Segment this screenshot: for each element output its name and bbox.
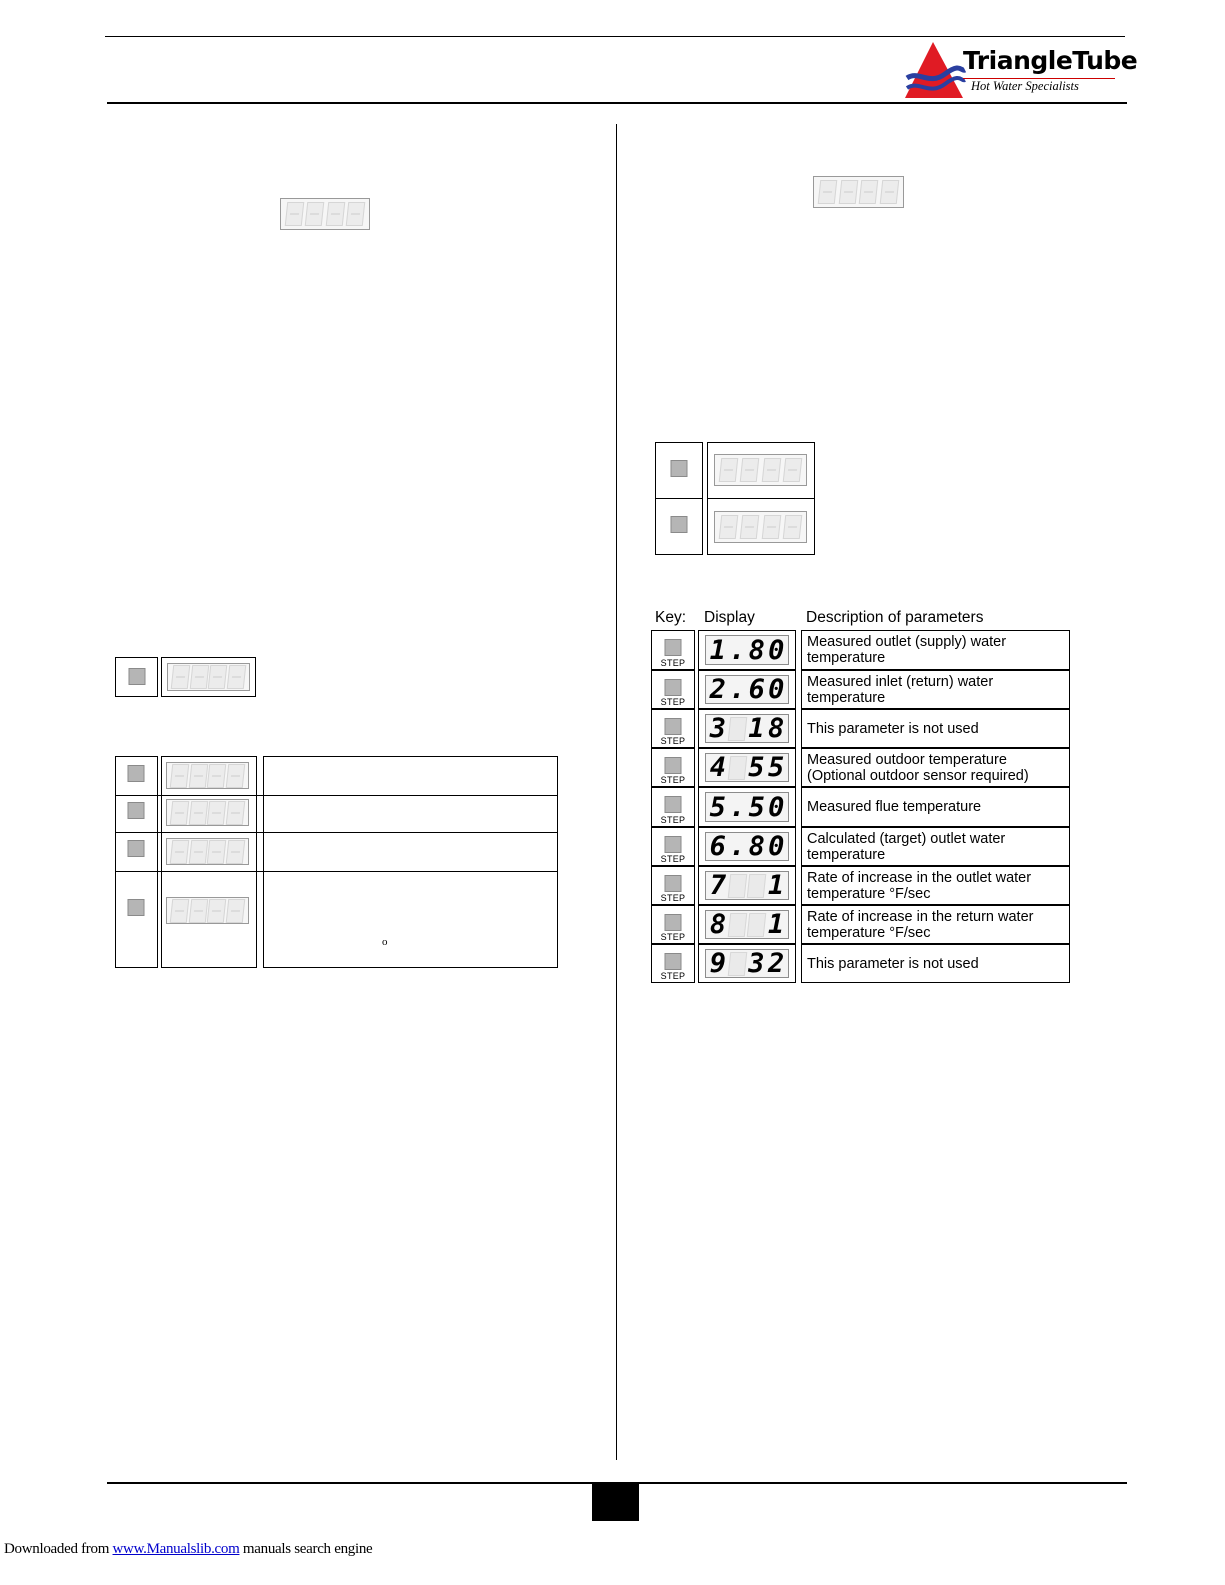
param-key-cell [651, 670, 695, 709]
param-description: Measured outdoor temperature (Optional outdoor sensor required) [807, 752, 1029, 784]
display-digit [727, 756, 747, 780]
left-display-2 [166, 799, 249, 826]
display-digit: 0 [768, 831, 785, 862]
param-display [705, 910, 789, 939]
display-digit: 5 [748, 752, 765, 783]
display-digit: . [729, 791, 746, 823]
param-display-cell [698, 748, 796, 787]
param-display-cell [698, 787, 796, 827]
param-description: Measured inlet (return) water temperature [807, 674, 994, 706]
param-key-cell [651, 709, 695, 748]
display-digit: 8 [748, 634, 765, 666]
right-display-2 [714, 511, 807, 543]
param-display-cell [698, 670, 796, 709]
header-description: Description of parameters [806, 609, 984, 626]
display-digit: 8 [767, 713, 785, 744]
left-table-desc-col [263, 756, 558, 968]
display-digit [747, 913, 767, 937]
step-label: STEP [660, 893, 686, 903]
column-divider [616, 124, 617, 1460]
two-row-key-divider [655, 498, 703, 499]
step-button[interactable] [665, 914, 682, 931]
display-digit: 5 [748, 791, 765, 823]
display-digit: 0 [768, 674, 785, 705]
param-desc-cell [801, 827, 1070, 866]
left-table-key-col [115, 756, 158, 968]
param-display-cell [698, 866, 796, 905]
param-display [705, 635, 789, 665]
param-desc-cell [801, 944, 1070, 983]
step-label: STEP [660, 971, 686, 981]
display-digit: 6 [748, 674, 765, 705]
two-row-display-divider [707, 498, 815, 499]
step-button[interactable] [665, 718, 682, 735]
display-digit: 8 [748, 831, 765, 862]
param-key-cell [651, 787, 695, 827]
param-key-cell [651, 748, 695, 787]
display-digit: 1 [709, 634, 726, 666]
display-digit: 8 [709, 909, 727, 940]
brand-tagline: Hot Water Specialists [971, 79, 1079, 93]
param-description: This parameter is not used [807, 721, 979, 737]
display-digit: 6 [709, 831, 726, 862]
param-key-cell [651, 866, 695, 905]
step-button[interactable] [665, 679, 682, 696]
header-key: Key: [655, 609, 687, 626]
blank-display-3 [813, 176, 904, 208]
param-desc-cell [801, 866, 1070, 905]
param-display-cell [698, 827, 796, 866]
display-digit: . [729, 634, 746, 666]
param-description: This parameter is not used [807, 956, 979, 972]
param-key-cell [651, 905, 695, 944]
param-description: Measured flue temperature [807, 799, 982, 815]
param-display-cell [698, 630, 796, 670]
download-note [4, 1541, 372, 1558]
param-desc-cell [801, 630, 1070, 670]
left-display-1 [166, 762, 249, 789]
display-digit: 9 [709, 948, 726, 979]
param-display [705, 792, 789, 822]
right-key-1[interactable] [671, 460, 688, 477]
display-digit: 1 [748, 713, 765, 744]
degree-symbol: o [382, 936, 388, 948]
display-digit: 5 [767, 752, 785, 783]
display-digit: 1 [767, 909, 785, 940]
param-display [705, 753, 789, 782]
param-display [705, 675, 789, 704]
param-key-cell [651, 944, 695, 983]
step-button[interactable] [665, 875, 682, 892]
brand-name: TriangleTube [963, 46, 1138, 75]
download-prefix: Downloaded from [4, 1541, 113, 1557]
step-label: STEP [660, 815, 686, 825]
param-desc-cell [801, 748, 1070, 787]
display-digit: 5 [709, 791, 726, 823]
param-display-cell [698, 709, 796, 748]
page-number-tab [592, 1484, 639, 1521]
param-display [705, 871, 789, 900]
right-display-1 [714, 454, 807, 486]
display-digit: 2 [709, 674, 726, 705]
step-button[interactable] [665, 796, 682, 813]
step-label: STEP [660, 658, 686, 668]
display-digit: 7 [709, 870, 727, 901]
step-label: STEP [660, 697, 686, 707]
param-display [705, 714, 789, 743]
display-digit [728, 874, 748, 898]
step-label: STEP [660, 854, 686, 864]
blank-display-1 [280, 198, 370, 230]
display-digit: . [729, 831, 746, 862]
display-digit [747, 874, 767, 898]
display-digit: 4 [709, 752, 726, 783]
param-description: Measured outlet (supply) water temperature [807, 634, 1007, 666]
left-display-4 [166, 897, 249, 924]
display-digit [727, 717, 747, 741]
left-key-1[interactable] [128, 765, 145, 782]
step-button[interactable] [665, 639, 682, 656]
left-table-row-line [115, 795, 558, 796]
step-button[interactable] [665, 953, 682, 970]
manualslib-link[interactable]: www.Manualslib.com [112, 1541, 240, 1557]
param-description: Calculated (target) outlet water temperature [807, 831, 1006, 863]
display-digit: 3 [748, 948, 765, 979]
left-key-3[interactable] [128, 840, 145, 857]
param-display [705, 949, 789, 978]
left-key-2[interactable] [128, 802, 145, 819]
param-desc-cell [801, 670, 1070, 709]
display-digit: . [729, 674, 746, 705]
display-digit: 2 [767, 948, 785, 979]
header-display: Display [704, 609, 755, 626]
param-desc-cell [801, 709, 1070, 748]
blank-display-2 [167, 663, 250, 691]
param-desc-cell [801, 905, 1070, 944]
left-table-row-line [115, 871, 558, 872]
download-suffix: manuals search engine [239, 1541, 373, 1557]
triangle-logo-icon [905, 42, 967, 100]
step-label: STEP [660, 775, 686, 785]
key-button-box [115, 657, 158, 697]
display-digit: 0 [768, 791, 785, 823]
left-table-row-line [115, 832, 558, 833]
param-display [705, 832, 789, 861]
param-desc-cell [801, 787, 1070, 827]
display-box [161, 657, 256, 697]
param-display-cell [698, 944, 796, 983]
param-key-cell [651, 827, 695, 866]
param-description: Rate of increase in the outlet water temperature °F/sec [807, 870, 1032, 902]
left-key-4[interactable] [128, 899, 145, 916]
top-rule-thin [105, 36, 1125, 37]
display-digit: 0 [768, 634, 785, 666]
display-digit [728, 913, 748, 937]
left-display-3 [166, 838, 249, 865]
step-button[interactable] [665, 836, 682, 853]
right-key-2[interactable] [671, 516, 688, 533]
param-display-cell [698, 905, 796, 944]
brand-logo [905, 42, 1138, 100]
step-label: STEP [660, 932, 686, 942]
display-digit: 3 [709, 713, 726, 744]
display-digit: 1 [767, 870, 785, 901]
param-description: Rate of increase in the return water temperature °F/sec [807, 909, 1034, 941]
step-label: STEP [660, 736, 686, 746]
display-digit [727, 952, 747, 976]
step-button[interactable] [665, 757, 682, 774]
key-button[interactable] [128, 668, 145, 685]
top-rule-thick [107, 102, 1127, 104]
param-key-cell [651, 630, 695, 670]
